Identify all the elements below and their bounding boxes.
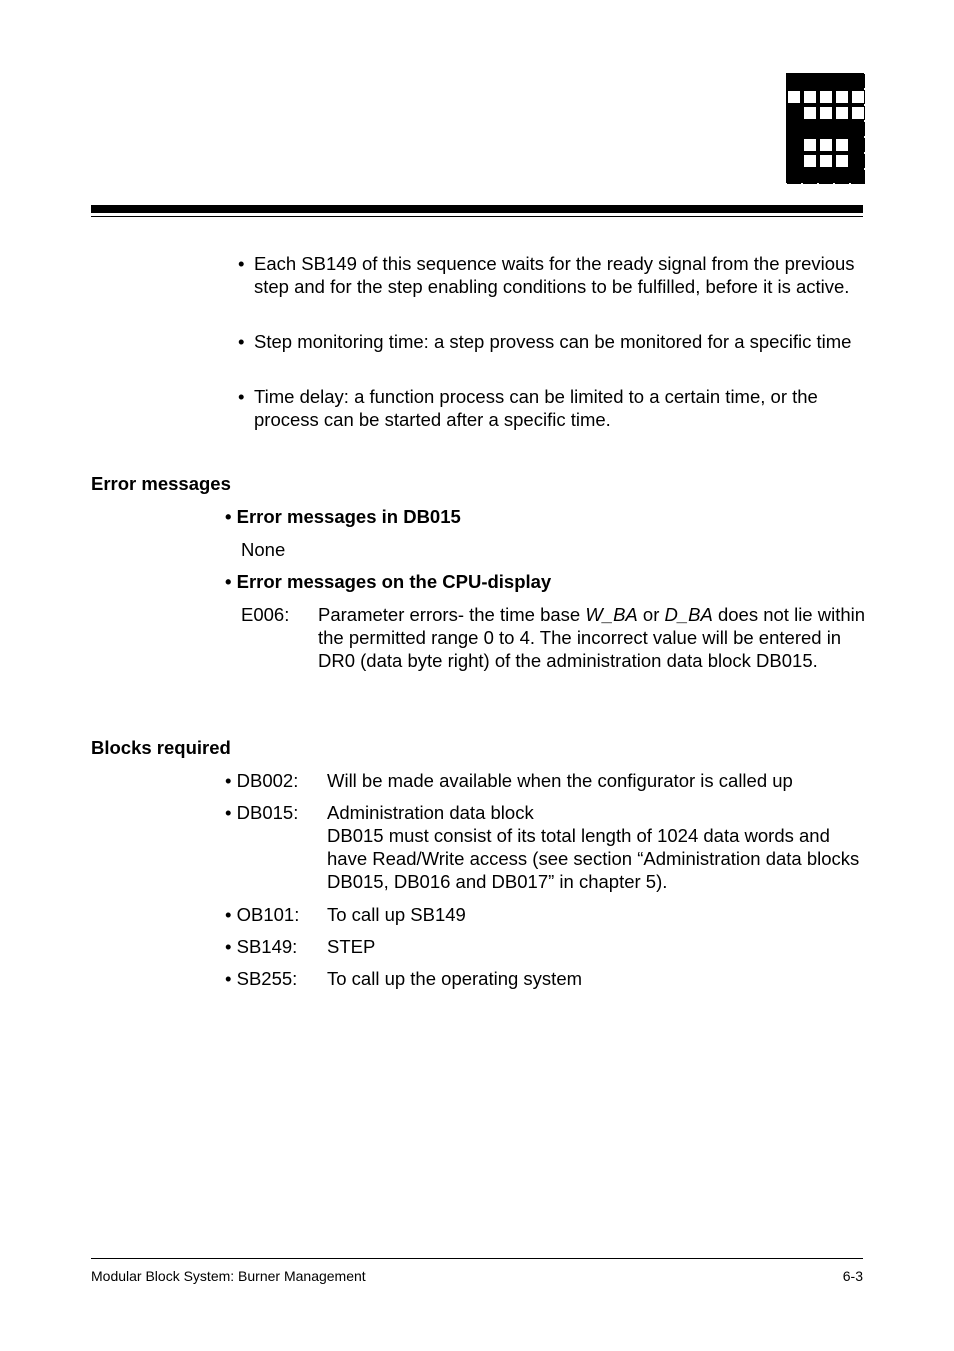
bullet-icon: •: [225, 802, 232, 823]
logo-cell: [787, 122, 801, 136]
error-desc-var2: D_BA: [664, 604, 713, 625]
logo-cell: [803, 154, 817, 168]
block-code: SB255:: [236, 968, 298, 989]
block-item-sb255: [225, 967, 297, 990]
logo-cell: [851, 138, 865, 152]
block-code: DB002:: [236, 770, 299, 791]
logo-cell: [851, 106, 865, 120]
bullet-icon: •: [238, 386, 245, 407]
logo-cell: [819, 154, 833, 168]
logo-cell: [803, 74, 817, 88]
error-db-title-text: Error messages in DB015: [236, 506, 461, 527]
error-cpu-title-text: Error messages on the CPU-display: [236, 571, 552, 592]
logo-cell: [851, 74, 865, 88]
chapter-logo: [786, 73, 864, 183]
logo-cell: [787, 138, 801, 152]
bullet-icon: •: [225, 968, 232, 989]
footer-rule: [91, 1258, 863, 1259]
logo-cell: [835, 122, 849, 136]
error-desc-part1: Parameter errors- the time base: [318, 604, 586, 625]
logo-cell: [851, 90, 865, 104]
block-desc: To call up SB149: [327, 904, 466, 925]
block-code: SB149:: [236, 936, 298, 957]
logo-cell: [835, 74, 849, 88]
list-item-text: Step monitoring time: a step provess can be monitored for a specific time: [254, 331, 852, 352]
block-code: OB101:: [236, 904, 300, 925]
logo-cell: [803, 106, 817, 120]
logo-cell: [851, 170, 865, 184]
page-number: 6-3: [842, 1268, 863, 1284]
block-desc: [327, 801, 863, 893]
logo-cell: [835, 106, 849, 120]
bullet-icon: •: [225, 904, 232, 925]
logo-cell: [803, 170, 817, 184]
header-rule-thin: [91, 216, 863, 217]
error-desc-part2: does not lie within the permitted range 0 to 4. The incorrect value will be entered in DR0 (data byte right) of the administration data block DB015.: [318, 604, 866, 671]
error-db-value: None: [241, 539, 286, 560]
logo-cell: [787, 154, 801, 168]
logo-cell: [819, 170, 833, 184]
block-desc-line: Administration data block: [327, 802, 534, 823]
logo-cell: [835, 138, 849, 152]
block-item-db015: [225, 801, 298, 824]
logo-cell: [819, 138, 833, 152]
block-item-ob101: [225, 903, 299, 926]
block-item-db002: [225, 769, 298, 792]
bullet-icon: •: [225, 571, 232, 592]
block-item-sb149: [225, 935, 297, 958]
list-item-text: Each SB149 of this sequence waits for the ready signal from the previous step and for the step enabling conditions to be fulfilled, before it is active.: [254, 253, 855, 297]
logo-cell: [787, 90, 801, 104]
error-desc-var1: W_BA: [585, 604, 638, 625]
bullet-icon: •: [225, 506, 232, 527]
logo-cell: [787, 106, 801, 120]
logo-cell: [835, 154, 849, 168]
logo-cell: [835, 90, 849, 104]
logo-cell: [803, 122, 817, 136]
block-code: DB015:: [236, 802, 299, 823]
block-desc: To call up the operating system: [327, 968, 583, 989]
section-heading-blocks-required: Blocks required: [91, 737, 231, 758]
bullet-icon: •: [238, 253, 245, 274]
block-desc: Will be made available when the configurator is called up: [327, 770, 793, 791]
error-desc-or: or: [637, 604, 665, 625]
logo-cell: [819, 90, 833, 104]
bullet-icon: •: [225, 770, 232, 791]
logo-cell: [819, 106, 833, 120]
list-item: [238, 385, 863, 431]
section-heading-error-messages: Error messages: [91, 473, 231, 494]
block-desc: STEP: [327, 936, 376, 957]
logo-cell: [819, 122, 833, 136]
logo-cell: [835, 170, 849, 184]
error-code: E006:: [241, 604, 290, 625]
list-item: [238, 330, 863, 353]
header-rule-thick: [91, 205, 863, 213]
error-db-title: [225, 505, 461, 528]
logo-cell: [803, 138, 817, 152]
logo-cell: [851, 154, 865, 168]
block-desc-detail: DB015 must consist of its total length of 1024 data words and have Read/Write access (see section “Administration data blocks DB015, DB016 and DB017” in chapter 5).: [327, 825, 860, 892]
list-item-text: Time delay: a function process can be limited to a certain time, or the process can be started after a specific time.: [254, 386, 818, 430]
bullet-icon: •: [238, 331, 245, 352]
logo-cell: [787, 74, 801, 88]
footer-title: Modular Block System: Burner Management: [91, 1268, 366, 1284]
logo-cell: [787, 170, 801, 184]
error-cpu-title: [225, 570, 551, 593]
logo-cell: [819, 74, 833, 88]
bullet-icon: •: [225, 936, 232, 957]
logo-cell: [803, 90, 817, 104]
error-description: [318, 603, 866, 672]
logo-cell: [851, 122, 865, 136]
list-item: [238, 252, 863, 298]
